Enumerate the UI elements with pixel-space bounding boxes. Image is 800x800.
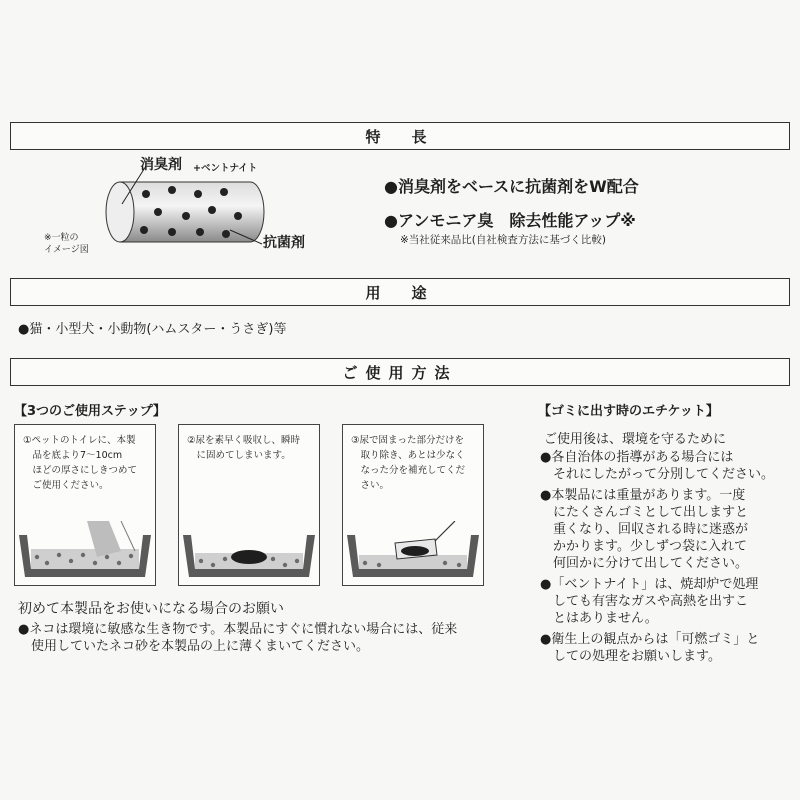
feature-footnote: ※当社従来品比(自社検査方法に基づく比較) bbox=[400, 234, 606, 246]
step-2-illustration bbox=[181, 521, 317, 583]
image-note: ※一粒の イメージ図 bbox=[44, 233, 89, 255]
step-2-text: ②尿を素早く吸収し、瞬時 に固めてしまいます。 bbox=[187, 435, 301, 461]
label-bentonite: +ベントナイト bbox=[193, 163, 258, 174]
step-1-illustration bbox=[17, 521, 153, 583]
steps-title: 【3つのご使用ステップ】 bbox=[14, 404, 166, 419]
etiquette-item-3: ●「ベントナイト」は、焼却炉で処理 しても有害なガスや高熱を出すこ とはありません。 bbox=[540, 577, 759, 626]
etiquette-item-2: ●本製品には重量があります。一度 にたくさんゴミとして出しますと 重くなり、回収される時に迷惑が かかります。少しずつ袋に入れて 何回かに分けて出してください。 bbox=[540, 488, 749, 571]
step-3-panel bbox=[342, 424, 484, 586]
label-antibacterial: 抗菌剤 bbox=[263, 235, 305, 251]
first-use-text: ●ネコは環境に敏感な生き物です。本製品にすぐに慣れない場合には、従来 使用していたネコ砂を本製品の上に薄くまいてください。 bbox=[18, 622, 458, 654]
feature-point-1: ●消臭剤をベースに抗菌剤をW配合 bbox=[384, 177, 639, 196]
etiquette-item-1: ●各自治体の指導がある場合には それにしたがって分別してください。 bbox=[540, 450, 775, 482]
howto-header: ご使用方法 bbox=[10, 358, 790, 386]
etiquette-item-4: ●衛生上の観点からは「可燃ゴミ」と しての処理をお願いします。 bbox=[540, 632, 760, 664]
usage-header: 用 途 bbox=[10, 278, 790, 306]
feature-point-2: ●アンモニア臭 除去性能アップ※ bbox=[384, 211, 636, 230]
etiquette-title: 【ゴミに出す時のエチケット】 bbox=[538, 404, 719, 419]
label-deodorant: 消臭剤 bbox=[140, 157, 182, 173]
step-1-text: ①ペットのトイレに、本製 品を底より7～10cm ほどの厚さにしきつめて ご使用ください。 bbox=[23, 435, 138, 491]
step-3-illustration bbox=[345, 521, 481, 583]
step-1-panel bbox=[14, 424, 156, 586]
granule-illustration bbox=[100, 160, 280, 260]
etiquette-intro: ご使用後は、環境を守るために bbox=[544, 432, 727, 447]
step-3-text: ③尿で固まった部分だけを 取り除き、あとは少なく なった分を補充してくだ さい。 bbox=[351, 435, 466, 491]
first-use-title: 初めて本製品をお使いになる場合のお願い bbox=[18, 601, 284, 617]
features-header: 特 長 bbox=[10, 122, 790, 150]
step-2-panel bbox=[178, 424, 320, 586]
usage-text: ●猫・小型犬・小動物(ハムスター・うさぎ)等 bbox=[18, 322, 287, 337]
